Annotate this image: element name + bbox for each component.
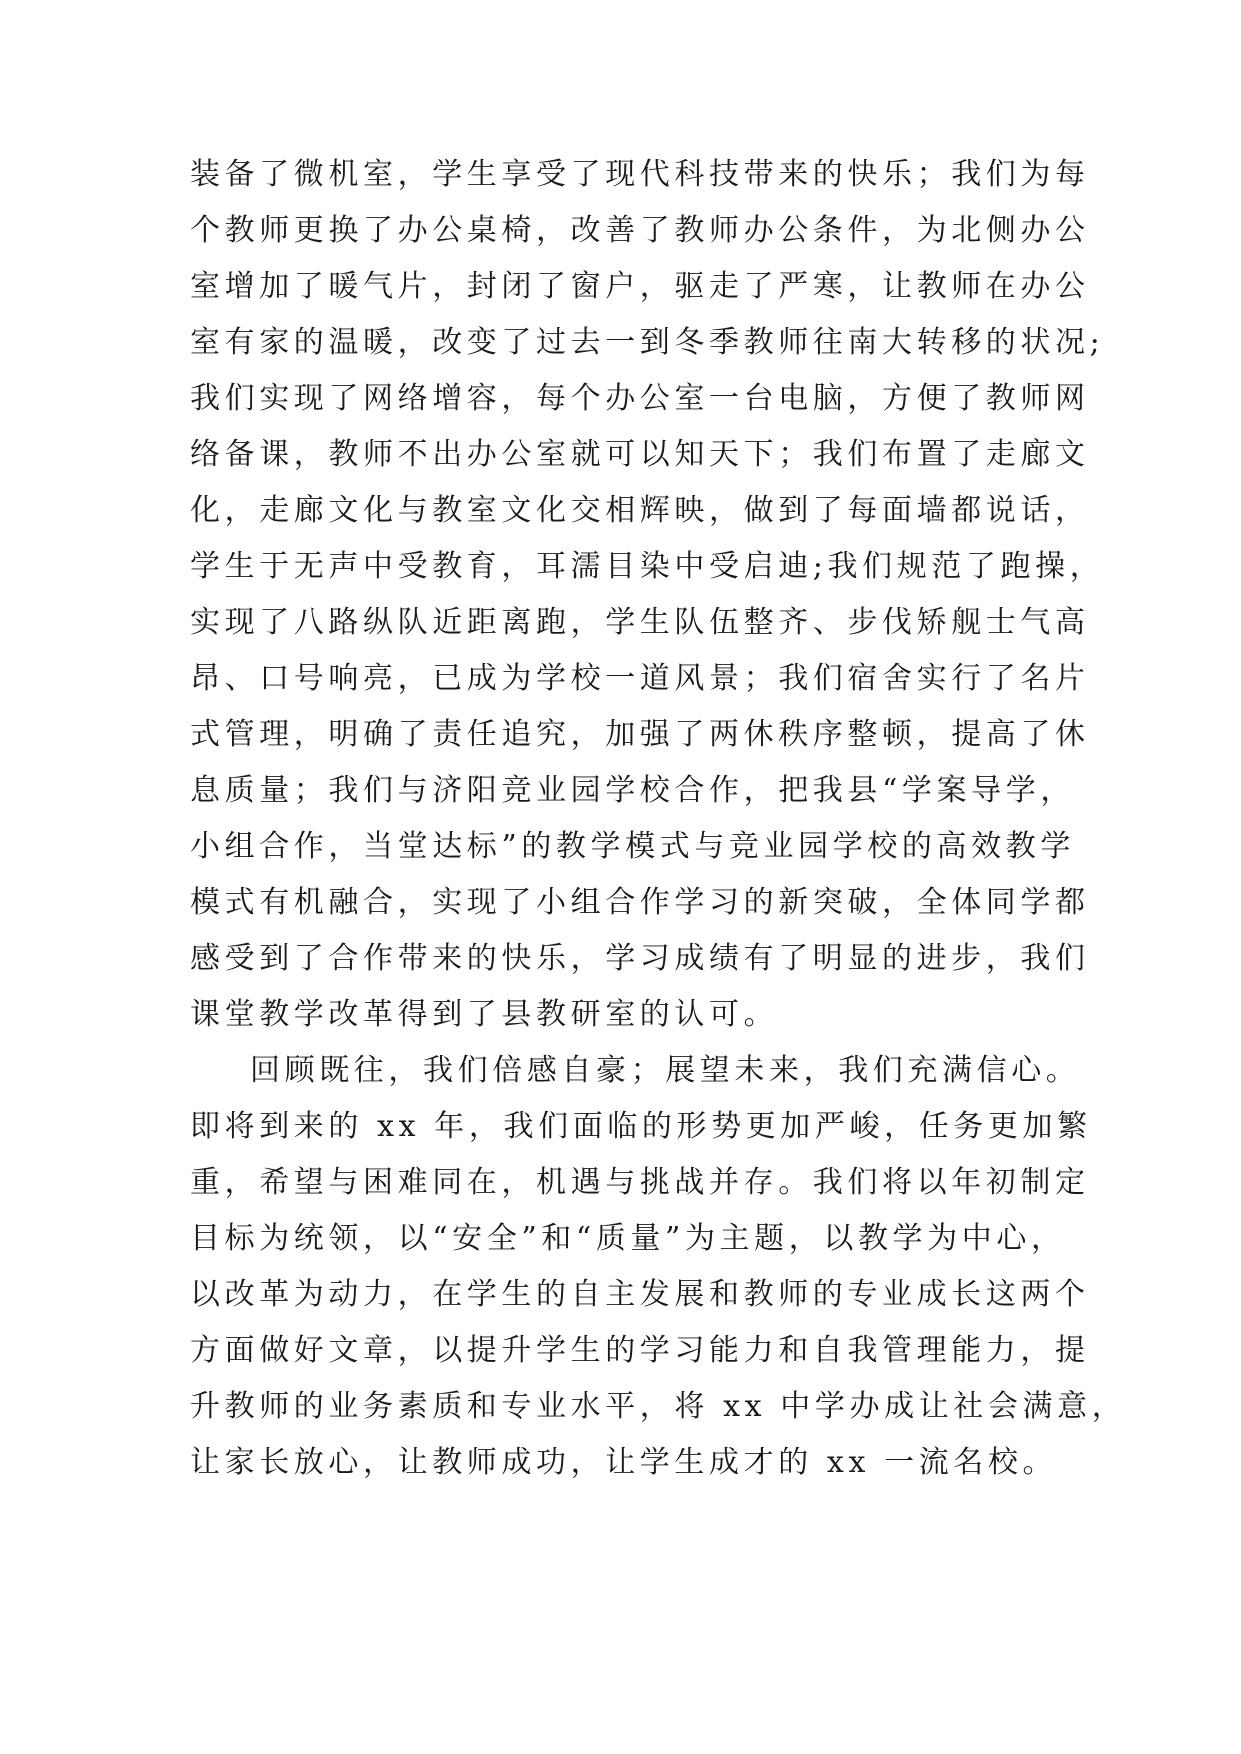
text-line: 室增加了暖气片，封闭了窗户，驱走了严寒，让教师在办公 [190, 269, 1090, 304]
text-line: 模式有机融合，实现了小组合作学习的新突破，全体同学都 [190, 885, 1090, 920]
text-line: 装备了微机室，学生享受了现代科技带来的快乐；我们为每 [190, 157, 1090, 192]
text-line: 昂、口号响亮，已成为学校一道风景；我们宿舍实行了名片 [190, 661, 1090, 696]
text-line: 感受到了合作带来的快乐，学习成绩有了明显的进步，我们 [190, 941, 1090, 976]
text-line: 实现了八路纵队近距离跑，学生队伍整齐、步伐矫舰士气高 [190, 605, 1090, 640]
text-line: 重，希望与困难同在，机遇与挑战并存。我们将以年初制定 [190, 1165, 1090, 1200]
text-line: 我们实现了网络增容，每个办公室一台电脑，方便了教师网 [190, 381, 1090, 416]
text-line: 息质量；我们与济阳竞业园学校合作，把我县“学案导学， [190, 773, 1075, 808]
text-line: 络备课，教师不出办公室就可以知天下；我们布置了走廊文 [190, 437, 1090, 472]
text-line: 方面做好文章，以提升学生的学习能力和自我管理能力，提 [190, 1333, 1090, 1368]
text-line: 个教师更换了办公桌椅，改善了教师办公条件，为北侧办公 [190, 213, 1090, 248]
text-line: 化，走廊文化与教室文化交相辉映，做到了每面墙都说话， [190, 493, 1090, 528]
text-line: 即将到来的 xx 年，我们面临的形势更加严峻，任务更加繁 [190, 1109, 1092, 1144]
text-line: 目标为统领，以“安全”和“质量”为主题，以教学为中心， [190, 1221, 1066, 1256]
text-line: 让家长放心，让教师成功，让学生成才的 xx 一流名校。 [190, 1445, 1058, 1480]
paragraph-first-line: 回顾既往，我们倍感自豪；展望未来，我们充满信心。 [250, 1053, 1081, 1088]
text-line: 学生于无声中受教育，耳濡目染中受启迪;我们规范了跑操， [190, 549, 1105, 584]
text-line: 式管理，明确了责任追究，加强了两休秩序整顿，提高了休 [190, 717, 1090, 752]
text-line: 以改革为动力，在学生的自主发展和教师的专业成长这两个 [190, 1277, 1090, 1312]
text-line: 升教师的业务素质和专业水平，将 xx 中学办成让社会满意， [190, 1389, 1127, 1424]
text-line: 课堂教学改革得到了县教研室的认可。 [190, 997, 779, 1032]
text-line: 室有家的温暖，改变了过去一到冬季教师往南大转移的状况; [190, 325, 1105, 360]
text-line: 小组合作，当堂达标”的教学模式与竞业园学校的高效教学 [190, 829, 1075, 864]
